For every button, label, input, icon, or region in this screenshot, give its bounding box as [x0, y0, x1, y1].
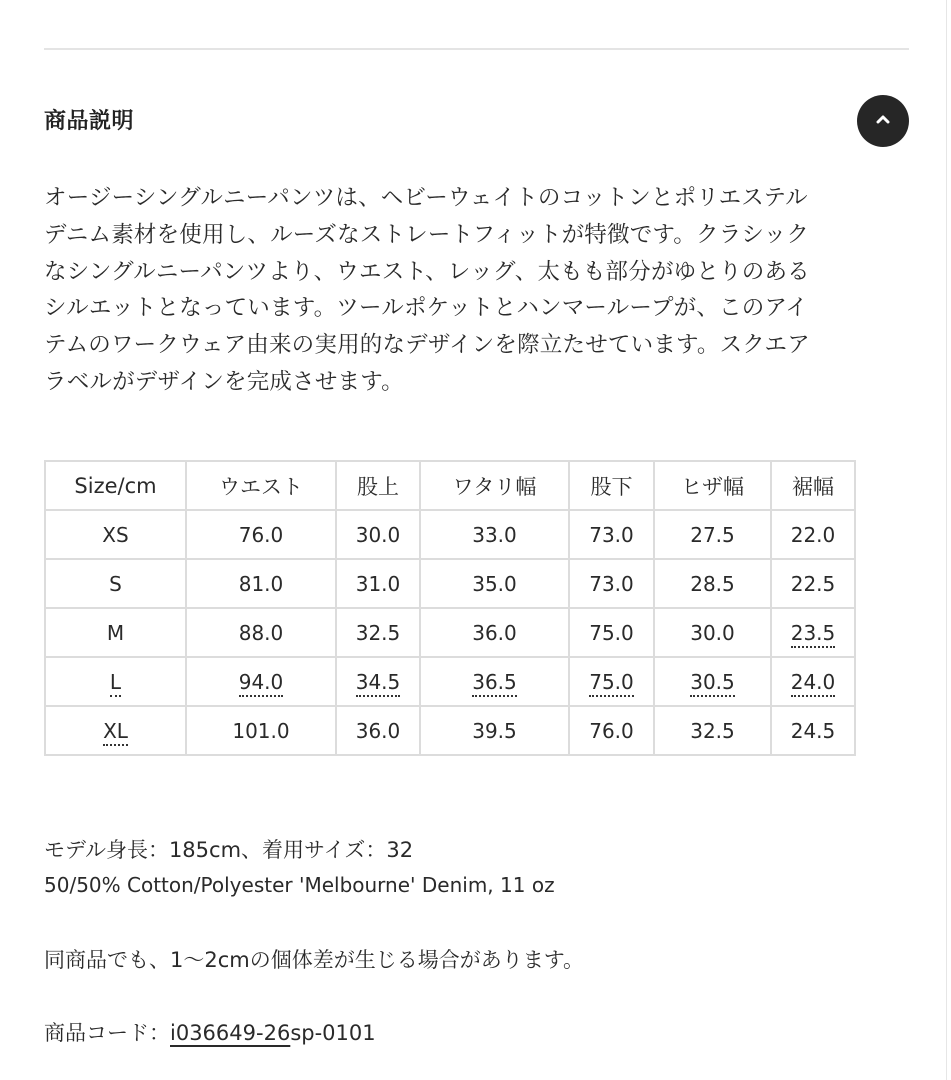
cell: 88.0: [186, 608, 336, 657]
table-header-row: [45, 461, 855, 510]
scrollbar-edge: [946, 0, 947, 1080]
cell: 32.5: [654, 706, 771, 755]
cell: [569, 657, 654, 706]
product-code-label: 商品コード：: [44, 1021, 170, 1045]
dotted-value: 36.5: [472, 670, 517, 697]
table-row: [45, 559, 855, 608]
header-knee: ヒザ幅: [654, 461, 771, 510]
cell: 22.5: [771, 559, 855, 608]
cell: 24.5: [771, 706, 855, 755]
size-table: [44, 460, 856, 756]
cell: 27.5: [654, 510, 771, 559]
cell: 81.0: [186, 559, 336, 608]
product-description: [44, 180, 864, 401]
cell: [186, 657, 336, 706]
cell: 33.0: [420, 510, 569, 559]
variance-note: 同商品でも、1〜2cmの個体差が生じる場合があります。: [44, 948, 585, 972]
table-row: [45, 657, 855, 706]
description-line: テムのワークウェア由来の実用的なデザインを際立たせています。スクエア: [44, 332, 810, 359]
cell: 30.0: [336, 510, 420, 559]
cell: 101.0: [186, 706, 336, 755]
material-info: 50/50% Cotton/Polyester 'Melbourne' Denim, 11 oz: [44, 873, 555, 897]
dotted-value: 23.5: [791, 621, 836, 648]
dotted-value: L: [110, 670, 121, 697]
cell: 36.0: [336, 706, 420, 755]
description-line: デニム素材を使用し、ルーズなストレートフィットが特徴です。クラシック: [44, 221, 810, 248]
cell: 73.0: [569, 559, 654, 608]
description-line: オージーシングルニーパンツは、ヘビーウェイトのコットンとポリエステル: [44, 185, 808, 211]
model-info: モデル身長：185cm、着用サイズ：32: [44, 838, 414, 862]
cell: [771, 657, 855, 706]
dotted-value: 30.5: [690, 670, 735, 697]
dotted-value: XL: [103, 719, 128, 746]
cell: 76.0: [569, 706, 654, 755]
header-hem: 裾幅: [771, 461, 855, 510]
cell: 35.0: [420, 559, 569, 608]
description-line: ラベルがデザインを完成させます。: [44, 368, 404, 395]
product-code: [44, 1017, 376, 1047]
table-row: [45, 608, 855, 657]
cell: 22.0: [771, 510, 855, 559]
cell: 32.5: [336, 608, 420, 657]
dotted-value: 24.0: [791, 670, 836, 697]
cell-size: S: [45, 559, 186, 608]
header-rise: 股上: [336, 461, 420, 510]
section-divider: [44, 48, 909, 50]
header-inseam: 股下: [569, 461, 654, 510]
cell: [336, 657, 420, 706]
cell: [420, 657, 569, 706]
dotted-value: 34.5: [356, 670, 401, 697]
cell: 75.0: [569, 608, 654, 657]
cell: 31.0: [336, 559, 420, 608]
cell-size: XS: [45, 510, 186, 559]
product-code-link[interactable]: i036649-26: [170, 1021, 291, 1045]
cell: 28.5: [654, 559, 771, 608]
chevron-up-icon: [875, 111, 891, 131]
dotted-value: 94.0: [239, 670, 284, 697]
cell: [771, 608, 855, 657]
cell: 76.0: [186, 510, 336, 559]
cell: [654, 657, 771, 706]
dotted-value: 75.0: [589, 670, 634, 697]
collapse-toggle-button[interactable]: [857, 95, 909, 147]
description-line: シルエットとなっています。ツールポケットとハンマーループが、このアイ: [44, 295, 808, 322]
table-row: [45, 706, 855, 755]
cell: 30.0: [654, 608, 771, 657]
cell-size: [45, 657, 186, 706]
section-title: 商品説明: [44, 109, 135, 134]
product-code-suffix: sp-0101: [290, 1021, 376, 1045]
cell: 36.0: [420, 608, 569, 657]
description-line: なシングルニーパンツより、ウエスト、レッグ、太もも部分がゆとりのある: [44, 258, 810, 285]
cell: 39.5: [420, 706, 569, 755]
cell: 73.0: [569, 510, 654, 559]
header-thigh: ワタリ幅: [420, 461, 569, 510]
cell-size: [45, 706, 186, 755]
cell-size: M: [45, 608, 186, 657]
table-row: [45, 510, 855, 559]
header-size: Size/cm: [45, 461, 186, 510]
header-waist: ウエスト: [186, 461, 336, 510]
